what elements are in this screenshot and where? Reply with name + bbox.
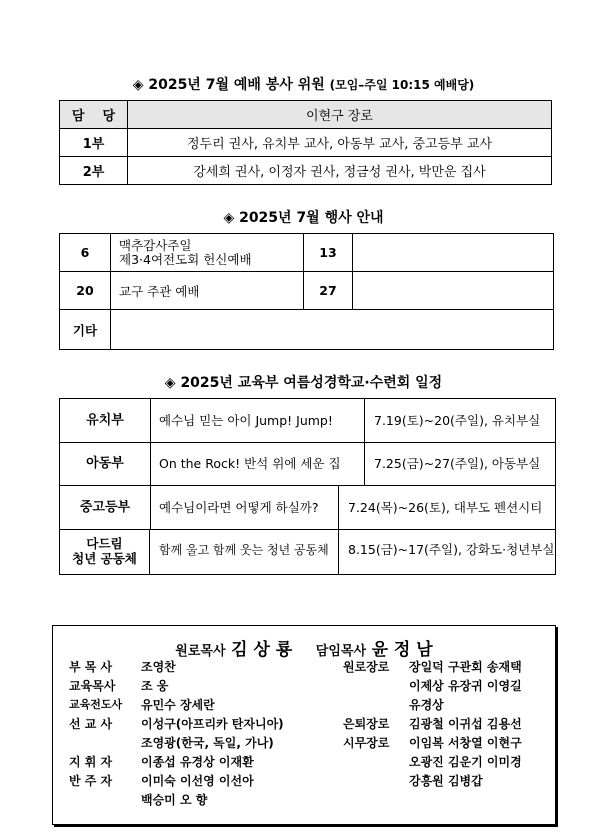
staff-role: 부 목 사 <box>69 660 113 674</box>
events-row <box>60 310 554 350</box>
pastor-line <box>53 635 555 660</box>
summer-dept: 유치부 <box>60 399 151 442</box>
summer-row <box>60 443 555 486</box>
staff-role: 지 휘 자 <box>69 755 113 769</box>
summer-table <box>59 398 556 575</box>
staff-names: 이제상 유장귀 이영길 <box>409 679 522 693</box>
event-other-value <box>111 310 554 350</box>
event-day: 6 <box>60 234 111 272</box>
service-heading <box>0 74 607 94</box>
summer-row <box>60 486 555 530</box>
summer-dept-line: 청년 공동체 <box>72 551 137 566</box>
staff-names: 백승미 오 향 <box>141 793 208 807</box>
summer-row <box>60 530 555 574</box>
event-desc <box>353 234 554 272</box>
event-day: 20 <box>60 272 111 310</box>
staff-names: 이종섭 유경상 이재환 <box>141 755 254 769</box>
service-title: ◈ 2025년 7월 예배 봉사 위원 <box>132 77 325 93</box>
staff-names: 이임복 서창열 이현구 <box>409 736 522 750</box>
staff-names: 이미숙 이선영 이선아 <box>141 774 254 788</box>
events-title: ◈ 2025년 7월 행사 안내 <box>223 210 384 226</box>
staff-names: 강흥원 김병갑 <box>409 774 483 788</box>
staff-names: 이성구(아프리카 탄자니아) <box>141 717 284 731</box>
event-day: 27 <box>304 272 353 310</box>
summer-theme: On the Rock! 반석 위에 세운 집 <box>151 443 365 485</box>
summer-schedule: 7.24(목)~26(토), 대부도 펜션시티 <box>348 500 543 515</box>
staff-names: 조영찬 <box>141 660 176 674</box>
service-row <box>60 157 552 185</box>
event-desc: 교구 주관 예배 <box>111 272 304 310</box>
event-desc-line: 제3·4여전도회 헌신예배 <box>119 251 252 267</box>
event-desc <box>353 272 554 310</box>
summer-heading <box>0 372 607 392</box>
service-value: 이현구 장로 <box>128 101 552 129</box>
service-subtitle: (모임–주일 10:15 예배당) <box>329 78 475 92</box>
staff-names: 유민수 장세란 <box>141 698 215 712</box>
emeritus-title: 원로목사 <box>175 644 226 659</box>
staff-role: 은퇴장로 <box>343 717 390 731</box>
events-heading <box>0 207 607 227</box>
summer-dept-line: 다드림 <box>86 536 123 551</box>
summer-dept: 중고등부 <box>60 486 151 529</box>
service-label: 담 당 <box>60 101 128 129</box>
event-desc <box>111 234 304 272</box>
senior-title: 담임목사 <box>315 644 367 659</box>
staff-names: 조 웅 <box>141 679 169 693</box>
staff-names: 유경상 <box>409 698 444 712</box>
service-row <box>60 129 552 157</box>
staff-role: 교육전도사 <box>69 698 123 711</box>
summer-title: ◈ 2025년 교육부 여름성경학교·수련회 일정 <box>164 375 443 391</box>
staff-names: 조영광(한국, 독일, 가나) <box>141 736 274 750</box>
staff-role: 반 주 자 <box>69 774 113 788</box>
staff-role: 선 교 사 <box>69 717 113 731</box>
emeritus-name: 김 상 룡 <box>231 640 293 660</box>
service-label: 1부 <box>60 129 128 157</box>
summer-dept: 아동부 <box>60 443 151 485</box>
staff-box <box>52 625 556 825</box>
summer-theme: 예수님이라면 어떻게 하실까? <box>151 486 339 529</box>
events-table <box>59 233 554 350</box>
event-desc-line: 맥추감사주일 <box>119 237 192 253</box>
staff-names: 장일덕 구관회 송재택 <box>409 660 522 674</box>
summer-theme: 예수님 믿는 아이 Jump! Jump! <box>151 399 365 442</box>
summer-theme: 함께 울고 함께 웃는 청년 공동체 <box>151 530 339 574</box>
summer-schedule: 7.19(토)~20(주일), 유치부실 <box>374 413 541 428</box>
service-value: 정두리 권사, 유치부 교사, 아동부 교사, 중고등부 교사 <box>128 129 552 157</box>
events-row <box>60 234 554 272</box>
service-value: 강세희 권사, 이정자 권사, 정금성 권사, 박만운 집사 <box>128 157 552 185</box>
summer-schedule: 8.15(금)~17(주일), 강화도·청년부실 <box>348 542 555 557</box>
senior-name: 윤 정 남 <box>371 640 433 660</box>
summer-row <box>60 399 555 443</box>
service-table <box>59 100 552 185</box>
summer-dept <box>60 530 150 574</box>
staff-names: 김광철 이귀섭 김용선 <box>409 717 522 731</box>
service-label: 2부 <box>60 157 128 185</box>
event-day: 13 <box>304 234 353 272</box>
staff-role: 원로장로 <box>343 660 390 674</box>
events-row <box>60 272 554 310</box>
service-row <box>60 101 552 129</box>
summer-schedule: 7.25(금)~27(주일), 아동부실 <box>374 456 541 471</box>
staff-names: 오광진 김운기 이미경 <box>409 755 522 769</box>
staff-role: 시무장로 <box>343 736 390 750</box>
event-other-label: 기타 <box>60 310 111 350</box>
staff-role: 교육목사 <box>69 679 116 693</box>
